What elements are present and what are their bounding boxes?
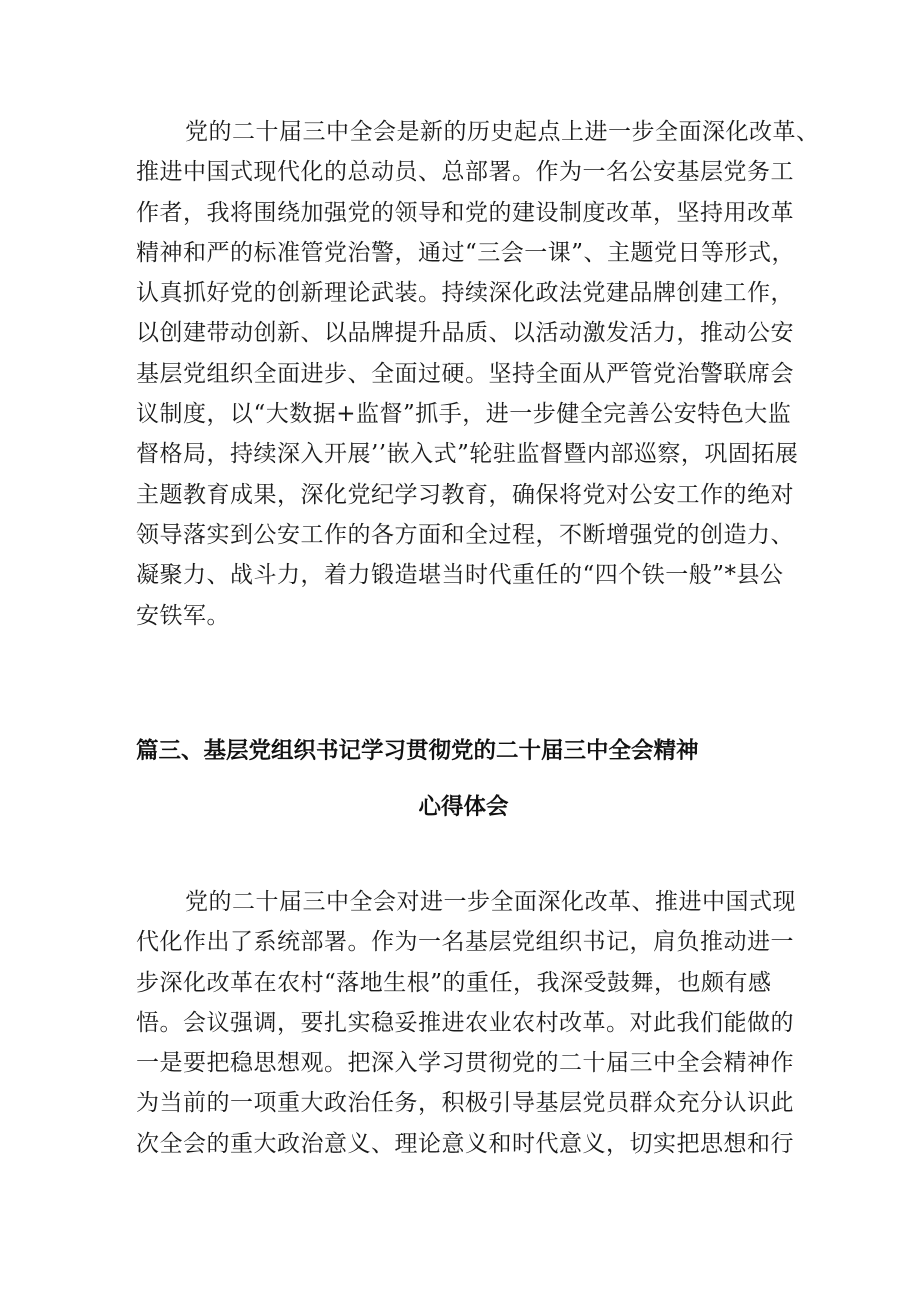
paragraph-line: 以创建带动创新、以品牌提升品质、以活动激发活力，推动公安: [136, 320, 794, 347]
paragraph-line: 凝聚力、战斗力，着力锻造堪当时代重任的“四个铁一般”*县公: [136, 562, 784, 589]
section-heading: [136, 733, 796, 823]
paragraph-line: 议制度，以“大数据+监督”抓手，进一步健全完善公安特色大监: [136, 401, 792, 428]
paragraph-line: 悟。会议强调，要扎实稳妥推进农业农村改革。对此我们能做的: [136, 1009, 794, 1036]
paragraph-line: 作者，我将围绕加强党的领导和党的建设制度改革，坚持用改革: [136, 199, 794, 226]
paragraph-line: 为当前的一项重大政治任务，积极引导基层党员群众充分认识此: [136, 1090, 794, 1117]
paragraph-line: 精神和严的标准管党治警，通过“三会一课”、主题党日等形式，: [136, 239, 796, 266]
paragraph-line: 安铁军。: [136, 602, 230, 629]
paragraph-line: 次全会的重大政治意义、理论意义和时代意义，切实把思想和行: [136, 1130, 794, 1157]
section-heading-line-1: 篇三、基层党组织书记学习贯彻党的二十届三中全会精神: [136, 738, 699, 764]
paragraph-line: 主题教育成果，深化党纪学习教育，确保将党对公安工作的绝对: [136, 481, 794, 508]
paragraph-line: 一是要把稳思想观。把深入学习贯彻党的二十届三中全会精神作: [136, 1050, 794, 1077]
paragraph-line: 推进中国式现代化的总动员、总部署。作为一名公安基层党务工: [136, 159, 794, 186]
paragraph-line: 认真抓好党的创新理论武装。持续深化政法党建品牌创建工作，: [136, 280, 794, 307]
paragraph-line: 步深化改革在农村“落地生根”的重任，我深受鼓舞，也颇有感: [136, 969, 772, 996]
paragraph-line: 领导落实到公安工作的各方面和全过程，不断增强党的创造力、: [136, 521, 794, 548]
paragraph-line: 督格局，持续深入开展’’嵌入式”轮驻监督暨内部巡察，巩固拓展: [136, 441, 799, 468]
paragraph-line: 党的二十届三中全会对进一步全面深化改革、推进中国式现: [185, 889, 796, 915]
paragraph-line: 基层党组织全面进步、全面过硬。坚持全面从严管党治警联席会: [136, 360, 794, 387]
section-heading-line-2: 心得体会: [418, 794, 509, 820]
paragraph-line: 党的二十届三中全会是新的历史起点上进一步全面深化改革、: [185, 119, 820, 145]
body-paragraph-1: [136, 112, 820, 636]
body-paragraph-2: [136, 882, 796, 1164]
paragraph-line: 代化作出了系统部署。作为一名基层党组织书记，肩负推动进一: [136, 929, 794, 956]
